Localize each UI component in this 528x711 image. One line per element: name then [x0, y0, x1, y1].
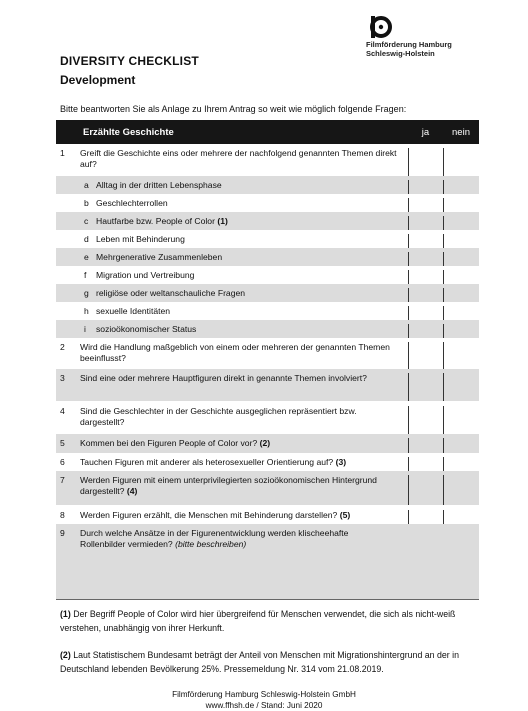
question-text: Tauchen Figuren mit anderer als heterosexueller Orientierung auf?	[80, 457, 334, 467]
table-row-q1h	[56, 302, 479, 320]
subitem-letter: f	[84, 270, 87, 280]
checkbox-ja-q5[interactable]	[408, 438, 443, 453]
subitem-letter: a	[84, 180, 89, 190]
question-hint: (bitte beschreiben)	[175, 539, 247, 549]
subitem-text: religiöse oder weltanschauliche Fragen	[96, 288, 246, 298]
footnote-ref: (1)	[217, 216, 228, 226]
footnote-ref: (2)	[259, 438, 271, 448]
table-header	[56, 120, 479, 144]
table-row-q2	[56, 338, 479, 369]
subitem-text: sexuelle Identitäten	[96, 306, 171, 316]
subitem-letter: e	[84, 252, 89, 262]
question-text: Sind eine oder mehrere Hauptfiguren direkt in genannte Themen involviert?	[80, 373, 367, 383]
logo	[366, 14, 476, 58]
checkbox-nein-q1f[interactable]	[443, 270, 479, 284]
footnote-ref: (3)	[335, 457, 347, 467]
table-row-q7	[56, 471, 479, 505]
question-number: 6	[60, 457, 65, 467]
question-number: 9	[60, 528, 65, 538]
checkbox-ja-q3[interactable]	[408, 373, 443, 401]
intro-text: Bitte beantworten Sie als Anlage zu Ihrem Antrag so weit wie möglich folgende Fragen:	[60, 104, 407, 114]
checkbox-ja-q6[interactable]	[408, 457, 443, 471]
question-number: 3	[60, 373, 65, 383]
page-subtitle: Development	[60, 73, 136, 87]
checkbox-ja-q1a[interactable]	[408, 180, 443, 194]
table-header-ja: ja	[421, 126, 430, 138]
page-title: DIVERSITY CHECKLIST	[60, 54, 199, 68]
checkbox-ja-q1e[interactable]	[408, 252, 443, 266]
table-row-q1d	[56, 230, 479, 248]
checkbox-nein-q4[interactable]	[443, 406, 479, 434]
checkbox-ja-q1g[interactable]	[408, 288, 443, 302]
checkbox-nein-q1b[interactable]	[443, 198, 479, 212]
checkbox-nein-q1[interactable]	[443, 148, 479, 176]
table-header-title: Erzählte Geschichte	[83, 126, 174, 138]
subitem-letter: d	[84, 234, 89, 244]
table-row-q6	[56, 453, 479, 471]
checkbox-ja-q1[interactable]	[408, 148, 443, 176]
checkbox-nein-q7[interactable]	[443, 475, 479, 505]
checkbox-ja-q1f[interactable]	[408, 270, 443, 284]
checkbox-nein-q1a[interactable]	[443, 180, 479, 194]
footnote-mark: (2)	[60, 650, 71, 660]
question-text: Wird die Handlung maßgeblich von einem oder mehreren der genannten Themen beeinflusst?	[80, 342, 390, 363]
table-row-q1i	[56, 320, 479, 338]
checklist-table	[56, 120, 479, 600]
footer-website: www.ffhsh.de / Stand: Juni 2020	[205, 701, 323, 710]
table-row-q1c	[56, 212, 479, 230]
question-text: Sind die Geschlechter in der Geschichte ausgeglichen repräsentiert bzw. dargestellt?	[80, 406, 357, 427]
footnote-mark: (1)	[60, 609, 71, 619]
table-row-q1a	[56, 176, 479, 194]
question-number: 8	[60, 510, 65, 520]
subitem-text: Hautfarbe bzw. People of Color	[96, 216, 215, 226]
checkbox-ja-q4[interactable]	[408, 406, 443, 434]
table-header-nein: nein	[452, 126, 470, 138]
table-row-q1e	[56, 248, 479, 266]
footnote-2	[60, 648, 480, 676]
footnote-ref: (5)	[339, 510, 351, 520]
checkbox-nein-q1i[interactable]	[443, 324, 479, 338]
footnote-text: Der Begriff People of Color wird hier übergreifend für Menschen verwendet, die sich als nicht-weiß verstehen, unabhängig von ihrer Herkunft.	[60, 609, 456, 633]
question-number: 2	[60, 342, 65, 352]
question-number: 5	[60, 438, 65, 448]
checkbox-nein-q8[interactable]	[443, 510, 479, 524]
table-row-q1g	[56, 284, 479, 302]
subitem-text: Geschlechterrollen	[96, 198, 168, 208]
question-text: Werden Figuren erzählt, die Menschen mit Behinderung darstellen?	[80, 510, 338, 520]
logo-text-line1: Filmförderung Hamburg	[366, 40, 452, 49]
table-row-q3	[56, 369, 479, 401]
footer-company: Filmförderung Hamburg Schleswig-Holstein GmbH	[172, 690, 356, 699]
question-number: 4	[60, 406, 65, 416]
table-row-q9[interactable]	[56, 524, 479, 600]
question-text: Greift die Geschichte eins oder mehrere der nachfolgend genannten Themen direkt auf?	[80, 148, 397, 169]
checkbox-nein-q5[interactable]	[443, 438, 479, 453]
checkbox-nein-q1d[interactable]	[443, 234, 479, 248]
checkbox-ja-q8[interactable]	[408, 510, 443, 524]
logo-text-line2: Schleswig-Holstein	[366, 49, 435, 58]
checkbox-nein-q6[interactable]	[443, 457, 479, 471]
table-row-q1f	[56, 266, 479, 284]
table-row-q1b	[56, 194, 479, 212]
checkbox-ja-q1b[interactable]	[408, 198, 443, 212]
table-row-q1	[56, 144, 479, 176]
checkbox-nein-q3[interactable]	[443, 373, 479, 401]
checkbox-ja-q1c[interactable]	[408, 216, 443, 230]
ffhsh-logo-icon	[368, 14, 394, 40]
subitem-text: sozioökonomischer Status	[96, 324, 197, 334]
subitem-letter: c	[84, 216, 89, 226]
table-row-q8	[56, 505, 479, 524]
question-text: Werden Figuren mit einem unterprivilegierten sozioökonomischen Hintergrund dargestellt?	[80, 475, 377, 496]
checkbox-nein-q1c[interactable]	[443, 216, 479, 230]
subitem-letter: h	[84, 306, 89, 316]
checkbox-ja-q7[interactable]	[408, 475, 443, 505]
footnote-text: Laut Statistischem Bundesamt beträgt der Anteil von Menschen mit Migrationshintergrund an der in Deutschland lebenden Bevölkerung 25%. Pressemeldung Nr. 314 vom 21.08.2019.	[60, 650, 460, 674]
subitem-text: Mehrgenerative Zusammenleben	[96, 252, 223, 262]
checkbox-ja-q1d[interactable]	[408, 234, 443, 248]
subitem-text: Alltag in der dritten Lebensphase	[96, 180, 222, 190]
question-text: Kommen bei den Figuren People of Color vor?	[80, 438, 258, 448]
subitem-letter: b	[84, 198, 89, 208]
subitem-text: Migration und Vertreibung	[96, 270, 195, 280]
question-text: Durch welche Ansätze in der Figurenentwicklung werden klischeehafte Rollenbilder vermieden?	[80, 528, 349, 549]
table-row-q5	[56, 434, 479, 453]
table-row-q4	[56, 401, 479, 434]
checkbox-nein-q1g[interactable]	[443, 288, 479, 302]
checkbox-ja-q1i[interactable]	[408, 324, 443, 338]
subitem-text: Leben mit Behinderung	[96, 234, 185, 244]
question-number: 7	[60, 475, 65, 485]
checkbox-nein-q1e[interactable]	[443, 252, 479, 266]
checkbox-ja-q2[interactable]	[408, 342, 443, 369]
checkbox-nein-q1h[interactable]	[443, 306, 479, 320]
checkbox-nein-q2[interactable]	[443, 342, 479, 369]
footnote-1	[60, 607, 480, 635]
question-number: 1	[60, 148, 65, 158]
subitem-letter: g	[84, 288, 89, 298]
subitem-letter: i	[84, 324, 86, 334]
footnote-ref: (4)	[126, 486, 138, 496]
checkbox-ja-q1h[interactable]	[408, 306, 443, 320]
